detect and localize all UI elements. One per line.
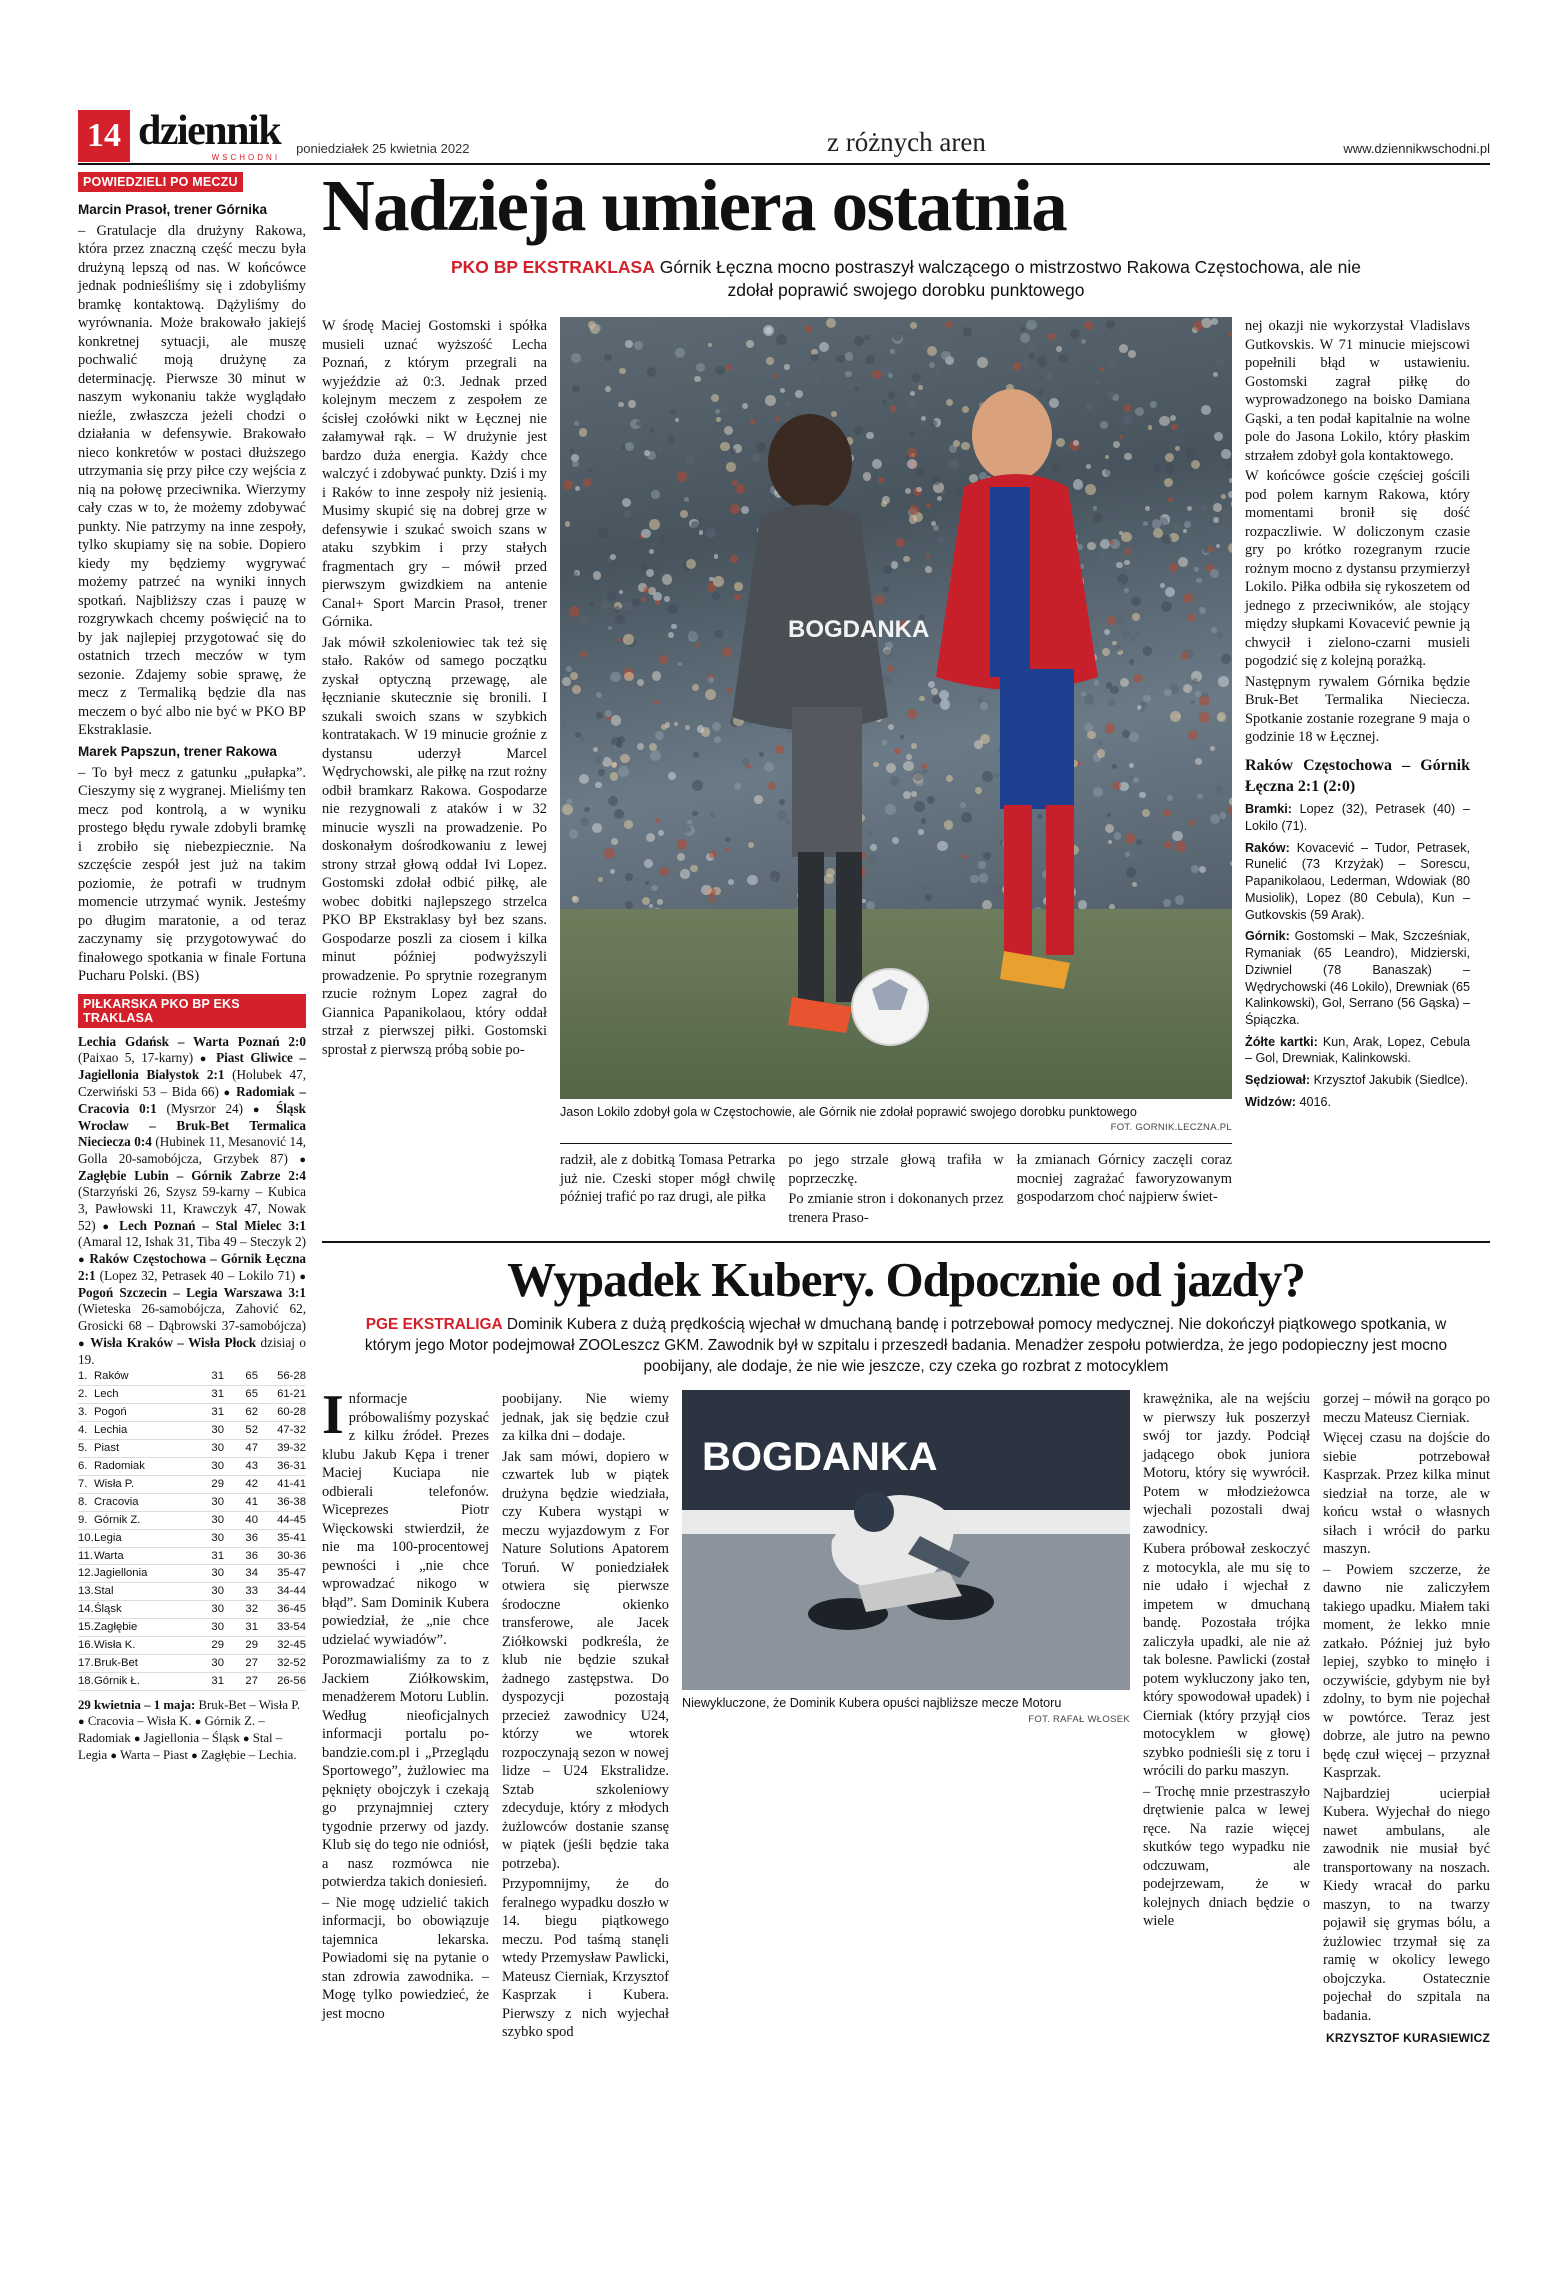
paragraph: Więcej czasu na dojście do siebie potrzebował Kasprzak. Przez kilka minut siedział na torze, ale w końcu wstał o własnych siłach i wrócił do parku maszyn. <box>1323 1430 1490 1558</box>
home-lineup-value: Kovacević – Tudor, Petrasek, Runelić (73 Krzyżak) – Sorescu, Papanikolaou, Lederman, Wdowiak (80 Musiolik), Lopez (80 Cebula), Kun – Gutkovskis (59 Arak). <box>1245 840 1471 922</box>
article-2-column-1 <box>322 1384 489 2046</box>
table-row <box>78 1583 306 1601</box>
home-lineup-label: Raków: <box>1245 840 1290 855</box>
paragraph: ła zmianach Górnicy zaczęli coraz mocniej zagrażać faworyzowanym gospodarzom choć najpierw świet- <box>1016 1152 1232 1206</box>
table-cell: Jagiellonia <box>94 1567 148 1580</box>
article-1-lead <box>441 256 1371 304</box>
table-cell: Pogoń <box>94 1406 127 1418</box>
table-cell: 52 <box>245 1423 258 1436</box>
article-1-column-1 <box>322 317 547 1229</box>
logo <box>138 108 281 162</box>
paragraph: Po zmianie stron i dokonanych przez trenera Praso- <box>788 1191 1004 1226</box>
table-cell: 9. <box>78 1513 88 1526</box>
paragraph: Jak mówił szkoleniowiec tak też się stało. Raków od samego początku zyskał optyczną przewagę, ale łęcznianie skutecznie się bronili. I szukali swoich szans w szybkich kontratakach. W 19 minucie groźnie z dystansu uderzył Marcel Wędrychowski, ale piłkę na rzut rożny odbił bramkarz Rakowa. Gospodarze nie rezygnowali z ataków i w 32 minucie wyszli na prowadzenie. Po doskonałym dośrodkowaniu z lewej strony strzał głową oddał Ivi Lopez. Gostomski zdołał odbić piłkę, ale wobec dobitki najlepszego strzelca PKO BP Ekstraklasy był bez szans. Gospodarze poszli za ciosem i kilka minut później podwyższyli prowadzenie. Po sprytnie rozegranym rzucie rożnym Lopez zagrał do Gianniса Papanikolaou, który oddał strzał z pierwszej piłki. Gostomski sprostał z pierwszą próbą sobie po- <box>322 634 547 1058</box>
article-1-photo <box>560 317 1232 1099</box>
table-cell: 62 <box>245 1406 258 1418</box>
svg-text:BOGDANKA: BOGDANKA <box>702 1435 938 1480</box>
table-cell: 14. <box>78 1603 94 1616</box>
table-cell: 41-41 <box>277 1477 306 1490</box>
article-1-column-4 <box>1017 1151 1232 1229</box>
paragraph: Następnym rywalem Górnika będzie Bruk-Bet Termalika Nieciecza. Spotkanie zostanie rozegrane 9 maja o godzinie 18 w Łęcznej. <box>1245 673 1470 746</box>
article-1-match-stats <box>1245 755 1470 1111</box>
table-row <box>78 1565 306 1583</box>
table-row <box>78 1440 306 1458</box>
table-cell: 65 <box>245 1370 258 1383</box>
article-2-photo-illustration <box>682 1390 1130 1690</box>
article-2-photo-block <box>682 1390 1130 2046</box>
table-cell: 10. <box>78 1531 94 1544</box>
table-cell: 30 <box>211 1567 224 1580</box>
table-cell: 36-31 <box>277 1459 306 1472</box>
article-1-headline: Nadzieja umiera ostatnia <box>322 165 1067 246</box>
table-cell: 30 <box>211 1423 224 1436</box>
table-row <box>78 1601 306 1619</box>
website-url[interactable]: www.dziennikwschodni.pl <box>1343 141 1490 156</box>
table-cell: 65 <box>245 1388 258 1401</box>
paragraph: Kubera próbował zeskoczyć z motocykla, ale mu się to nie udało i wjechał z impetem w dmuchaną bandę. Pozostała trójka zaliczyła upadki, ale nie aż tak bolesne. Pawlicki (został potem wykluczony jako ten, który spowodował upadek) i Cierniak (który przyjął cios motocyklem w głowę) szybko podnieśli się z toru i wrócili do parku maszyn. <box>1143 1541 1310 1780</box>
cards-value: Kun, Arak, Lopez, Cebula – Gol, Drewniak, Kalinkowski. <box>1245 1034 1471 1066</box>
table-cell: 36 <box>245 1531 258 1544</box>
quote-2-heading: Marek Papszun, trener Rakowa <box>78 743 277 759</box>
sidebar-tag-quotes: POWIEDZIELI PO MECZU <box>78 172 243 192</box>
paragraph: Porozmawialiśmy za to z Jackiem Ziółkowskim, menadżerem Motoru Lublin. Według nieoficjalnych informacji portalu po-bandzie.com.pl i „Przeglądu Sportowego”, żużlowiec ma pęknięty obojczyk i czekają go przynajmniej cztery tygodnie przerwy od jazdy. Klub się do tego nie odniósł, a nasz rozmówca nie potwierdza takich doniesień. <box>322 1652 489 1891</box>
paragraph: W końcówce goście częściej gościli pod polem karnym Rakowa, który momentami bronił się dość rozpaczliwie. W doliczonym czasie gry po krótko rozegranym rzucie rożnym mocno z dystansu przymierzył Lokilo. Piłka odbiła się rykoszetem od jednego z przeciwników, ale stojący między słupkami Kovacević pewnie ją chwycił i zielono-czarni musieli pogodzić się z kolejną porażką. <box>1245 468 1470 670</box>
results-list: Lechia Gdańsk – Warta Poznań 2:0 (Paixao 5, 17-karny) ● Piast Gliwice – Jagiellonia Białystok 2:1 (Holubek 47, Czerwiński 53 – Bida 66) ● Radomiak – Cracovia 0:1 (Mysrzor 24) ● Śląsk Wrocław – Bruk-Bet Termalica Nieciecza 0:4 (Hubinek 11, Mesanović 14, Golla 20-samobójcza, Grzybek 87) ● Zagłębie Lubin – Górnik Zabrze 2:4 (Starzyński 26, Szysz 59-karny – Kubica 3, Pawłowski 11, Krawczyk 47, Nowak 52) ● Lech Poznań – Stal Mielec 3:1 (Amaral 12, Ishak 31, Tiba 49 – Steczyk 2) ● Raków Częstochowa – Górnik Łęczna 2:1 (Lopez 32, Petrasek 40 – Lokilo 71) ● Pogoń Szczecin – Legia Warszawa 3:1 (Wieteska 26-samobójcza, Zahović 62, Grosicki 68 – Dąbrowski 37-samobójcza) ● Wisła Kraków – Wisła Płock dzisiaj o 19. <box>78 1033 307 1367</box>
article-2-divider <box>322 1241 1490 1243</box>
away-lineup-value: Gostomski – Mak, Szcześniak, Rymaniak (65 Leandro), Midzierski, Dziwniel (78 Banaszak) – Wędrychowski (46 Lokilo), Drewniak (65 Kalinkowski), Gol, Serrano (56 Gąska) – Śpiączka. <box>1245 929 1470 1027</box>
table-cell: 12. <box>78 1567 94 1580</box>
table-cell: 43 <box>245 1459 258 1472</box>
table-row <box>78 1458 306 1476</box>
match-stats-title: Raków Częstochowa – Górnik Łęczna 2:1 (2:0) <box>1245 756 1470 795</box>
table-cell: 30 <box>211 1603 224 1616</box>
table-cell: 42 <box>245 1477 258 1490</box>
table-cell: Lech <box>94 1388 119 1401</box>
table-cell: 33-54 <box>277 1621 306 1634</box>
main-content <box>322 165 1490 2047</box>
quote-1-body: – Gratulacje dla drużyny Rakowa, która przez znaczną część meczu była drużyną lepszą od nas. W końcówce jednak podnieśliśmy się i zdobyliśmy bramkę kontaktową. Dążyliśmy do wyrównania. Może brakowało jakiejś konkretnej sytuacji, ale muszę pochwalić moją drużynę za determinację. Pierwsze 30 minut w naszym wykonaniu także wyglądało nieźle, zwłaszcza jeżeli chodzi o działania w defensywie. Brakowało nieco konkretów w postaci dłuższego utrzymania się przy piłce czy wejścia z nią na połowę przeciwnika. Wierzymy cały czas w to, że możemy zdobywać punkty. Nie patrzymy na inne zespoły, tylko skupiamy się na sobie. Dopiero kiedy my będziemy wygrywać możemy patrzeć na wyniki innych spotkań. Najbliższy czas i pauzę w rozgrywkach chcemy poświęcić na to by jak najlepiej przygotować się do ostatnich trzech meczów w tym sezonie. Zdajemy sobie sprawę, że mecz z Termaliką będzie dla nas meczem o być albo nie być w PKO BP Ekstraklasie. <box>78 222 306 739</box>
table-cell: 2. <box>78 1388 88 1401</box>
table-cell: 26-56 <box>277 1675 306 1688</box>
logo-subtitle: WSCHODNI <box>211 153 281 162</box>
table-cell: 47-32 <box>277 1423 306 1436</box>
referee-label: Sędziował: <box>1245 1073 1311 1088</box>
table-cell: 34-44 <box>277 1585 306 1598</box>
article-2-headline: Wypadek Kubery. Odpocznie od jazdy? <box>507 1252 1305 1308</box>
issue-date: poniedziałek 25 kwietnia 2022 <box>296 141 470 156</box>
table-cell: Lechia <box>94 1423 128 1436</box>
table-row <box>78 1494 306 1512</box>
table-cell: 1. <box>78 1370 88 1383</box>
table-cell: Wisła P. <box>94 1477 134 1490</box>
article-2-kicker: PGE EKSTRALIGA <box>365 1316 503 1334</box>
table-cell: 4. <box>78 1423 88 1436</box>
table-cell: 35-41 <box>277 1531 306 1544</box>
table-cell: 61-21 <box>277 1388 306 1401</box>
table-cell: 29 <box>245 1639 258 1652</box>
table-cell: Cracovia <box>94 1495 139 1508</box>
table-cell: 29 <box>211 1477 224 1490</box>
paragraph: nej okazji nie wykorzystał Vladislavs Gutkovskis. W 71 minucie miejscowi popełnili błąd w ustawieniu. Gostomski zagrał piłkę do wyprowadzonego na boisko Damiana Gąski, a ten podał kapitalnie na wolne pole do Jasona Lokilo, który płaskim strzałem zdobył gola kontaktowego. <box>1245 318 1470 464</box>
page-number: 14 <box>78 110 130 162</box>
article-2-grid <box>322 1384 1490 2046</box>
table-cell: 44-45 <box>277 1513 306 1526</box>
article-1-column-3 <box>788 1151 1003 1229</box>
table-row <box>78 1422 306 1440</box>
table-cell: 30 <box>211 1657 224 1670</box>
table-cell: 30 <box>211 1441 224 1454</box>
table-cell: 60-28 <box>277 1406 306 1418</box>
table-cell: 30 <box>211 1621 224 1634</box>
table-cell: Górnik Z. <box>94 1513 141 1526</box>
paragraph: – Trochę mnie przestraszyło drętwienie palca w lewej ręce. Na razie więcej skutków tego wypadku nie odczuwam, ale podejrzewam, że w kolejnych dniach będzie o wiele <box>1143 1783 1310 1930</box>
article-1-lower-columns <box>560 1143 1232 1229</box>
table-cell: 8. <box>78 1495 88 1508</box>
table-cell: 34 <box>245 1567 258 1580</box>
table-cell: 41 <box>245 1495 258 1508</box>
logo-wordmark: dziennik <box>138 108 281 155</box>
quote-1-heading: Marcin Prasoł, trener Górnika <box>78 202 268 217</box>
table-cell: 32 <box>245 1603 258 1616</box>
article-2-lead <box>346 1315 1466 1378</box>
article-2-column-4 <box>1323 1390 1490 2046</box>
table-cell: 17. <box>78 1657 94 1670</box>
article-1-lead-text: Górnik Łęczna mocno postraszył walczącego o mistrzostwo Rakowa Częstochowa, ale nie zdołał poprawić swojego dorobku punktowego <box>654 256 1362 301</box>
table-cell: 30-36 <box>277 1549 306 1562</box>
article-2-photo-credit: FOT. RAFAŁ WŁOSEK <box>1028 1713 1130 1725</box>
table-cell: Wisła K. <box>94 1639 136 1652</box>
article-2-lead-text: Dominik Kubera z dużą prędkością wjechał w dmuchaną bandę i potrzebował pomocy medycznej. Nie dokończył piątkowego spotkania, w którym jego Motor podejmował ZOOLeszcz GKM. Zawodnik był w szpitalu i przeszedł badania. Menadżer zespołu potwierdza, że jego podopieczny jest mocno poobijany, ale dodaje, że nie wie jeszcze, czy czeka go rozbrat z motocyklem <box>364 1316 1448 1376</box>
table-cell: Stal <box>94 1585 114 1598</box>
table-row <box>78 1512 306 1530</box>
table-row <box>78 1368 306 1386</box>
attendance-value: 4016. <box>1299 1094 1331 1109</box>
table-row <box>78 1637 306 1655</box>
table-cell: Raków <box>94 1370 129 1383</box>
table-cell: 3. <box>78 1406 88 1418</box>
article-2-column-4-text <box>1323 1390 1490 2025</box>
table-cell: 30 <box>211 1585 224 1598</box>
article-2-byline: KRZYSZTOF KURASIEWICZ <box>1326 2031 1490 2046</box>
goals-value: Lopez (32), Petrasek (40) – Lokilo (71). <box>1245 802 1470 833</box>
article-1-column-5 <box>1245 317 1470 1229</box>
table-cell: 15. <box>78 1621 94 1634</box>
table-cell: 31 <box>211 1675 224 1688</box>
table-cell: 31 <box>245 1621 258 1634</box>
article-1-grid <box>322 317 1490 1229</box>
paragraph: – Powiem szczerze, że dawno nie zaliczyłem takiego upadku. Miałem taki moment, że lekko mnie zatkało. Później już było lepiej, szybko to minęło i oczywiście, gdybym nie był zdolny, to bym nie pojechał w powtórce. Teraz jest dobrze, ale jutro na pewno będę czuł więcej – przyznał Kasprzak. <box>1323 1561 1490 1782</box>
table-row <box>78 1619 306 1637</box>
table-cell: 7. <box>78 1477 88 1490</box>
table-cell: 36 <box>245 1549 258 1562</box>
table-cell: 30 <box>211 1513 224 1526</box>
table-row <box>78 1655 306 1673</box>
table-row <box>78 1404 306 1422</box>
table-cell: 31 <box>211 1406 224 1418</box>
paragraph: radził, ale z dobitką Tomasa Petrarka już nie. Czeski stoper mógł chwilę później trafić po raz drugi, ale piłka <box>560 1152 776 1206</box>
article-2-column-2 <box>502 1390 669 2046</box>
table-cell: 32-52 <box>277 1657 306 1670</box>
attendance-label: Widzów: <box>1245 1094 1296 1109</box>
table-cell: 31 <box>211 1549 224 1562</box>
section-title: z różnych aren <box>826 127 986 157</box>
article-2-photo-caption: Niewykluczone, że Dominik Kubera opuści najbliższe mecze Motoru <box>682 1696 1062 1711</box>
sidebar-tag-results: PIŁKARSKA PKO BP EKS TRAKLASA <box>78 994 306 1028</box>
table-cell: Piast <box>94 1441 120 1454</box>
table-cell: 16. <box>78 1639 94 1652</box>
table-cell: Śląsk <box>94 1603 122 1616</box>
goals-label: Bramki: <box>1245 802 1292 817</box>
table-cell: 18. <box>78 1675 94 1688</box>
table-cell: 27 <box>245 1675 258 1688</box>
table-cell: 30 <box>211 1531 224 1544</box>
table-row <box>78 1673 306 1691</box>
table-cell: 36-45 <box>277 1603 306 1616</box>
table-cell: Zagłębie <box>94 1621 138 1634</box>
paragraph: krawężnika, ale na wejściu w pierwszy łuk poszerzył swój tor jazdy. Podciął jadącego obok juniora Motoru, który się wywrócił. Potem w młodzieżowca wjechali pozostali dwaj zawodnicy. <box>1143 1391 1310 1537</box>
article-1-photo-caption: Jason Lokilo zdobył gola w Częstochowie, ale Górnik nie zdołał poprawić swojego dorobku punktowego <box>560 1105 1137 1120</box>
paragraph: Najbardziej ucierpiał Kubera. Wyjechał do niego nawet ambulans, ale zawodnik nie musiał być transportowany na noszach. Kiedy wracał do parku maszyn, to na twarzy pojawił się grymas bólu, a żużlowiec trzymał się za ramię w okolicy lewego obojczyka. Ostatecznie pojechał do szpitala na badania. <box>1323 1785 1490 2024</box>
paragraph: poobijany. Nie wiemy jednak, jak się będzie czuł za kilka dni – dodaje. <box>502 1391 669 1445</box>
table-cell: 33 <box>245 1585 258 1598</box>
table-row <box>78 1386 306 1404</box>
table-cell: 32-45 <box>277 1639 306 1652</box>
paragraph: – Nie mogę udzielić takich informacji, bo obowiązuje tajemnica lekarska. Powiadomi się na pytanie o stan zdrowia zawodnika. – Mogę tylko powiedzieć, że jest mocno <box>322 1894 489 2022</box>
cards-label: Żółte kartki: <box>1245 1034 1318 1049</box>
article-1-column-2 <box>560 1151 775 1229</box>
table-cell: 36-38 <box>277 1495 306 1508</box>
sidebar <box>78 172 306 1764</box>
table-cell: 11. <box>78 1549 93 1562</box>
photo-players-illustration <box>560 317 1232 1099</box>
table-cell: Warta <box>94 1549 124 1562</box>
table-cell: 35-47 <box>277 1567 306 1580</box>
article-1-photo-block <box>560 317 1232 1229</box>
paragraph: po jego strzale głową trafiła w poprzeczkę. <box>788 1152 1004 1187</box>
upcoming-fixtures: 29 kwietnia – 1 maja: Bruk-Bet – Wisła P. ● Cracovia – Wisła K. ● Górnik Z. – Radomiak ● Jagiellonia – Śląsk ● Stal – Legia ● Warta – Piast ● Zagłębie – Lechia. <box>78 1698 301 1763</box>
quote-2-body: – To był mecz z gatunku „pułapka”. Cieszymy się z wygranej. Mieliśmy ten mecz pod kontrolą, a w wyniku prostego błędu rywale zdobyli bramkę i zrobiło się niebezpiecznie. Na szczęście zespół jest już na takim poziomie, że potrafi w trudnym momencie utrzymać wynik. Jesteśmy po długim maratonie, a od teraz zaczynamy się przygotowywać do finałowego spotkania w finale Fortuna Pucharu Polski. (BS) <box>78 764 306 985</box>
table-cell: Radomiak <box>94 1459 145 1472</box>
masthead <box>78 100 1490 162</box>
table-row <box>78 1476 306 1494</box>
table-cell: 29 <box>211 1639 224 1652</box>
svg-text:BOGDANKA: BOGDANKA <box>788 616 930 644</box>
table-cell: 6. <box>78 1459 88 1472</box>
article-1-column-5-text <box>1245 317 1470 747</box>
table-cell: 13. <box>78 1585 94 1598</box>
article-1-kicker: PKO BP EKSTRAKLASA <box>450 256 655 277</box>
table-cell: 39-32 <box>277 1441 306 1454</box>
table-row <box>78 1530 306 1548</box>
paragraph: Informacje próbowaliśmy pozyskać z kilku źródeł. Prezes klubu Jakub Kępa i trener Maciej Kuciapa nie odbierali telefonów. Wiceprezes Piotr Więckowski stwierdził, że nie ma 100-procentowej pewności i „nie chce wprowadzać nikogo w błąd”. Sam Dominik Kubera powiedział, że „nie chce udzielać wywiadów”. <box>322 1384 489 1648</box>
referee-value: Krzysztof Jakubik (Siedlce). <box>1313 1073 1469 1088</box>
article-1-photo-credit: FOT. GORNIK.LECZNA.PL <box>1110 1122 1232 1134</box>
table-cell: 27 <box>245 1657 258 1670</box>
table-cell: Legia <box>94 1531 122 1544</box>
paragraph: Jak sam mówi, dopiero w czwartek lub w piątek drużyna będzie wiedziała, czy Kubera wystąpi w meczu wyjazdowym z For Nature Solutions Apatorem Toruń. W poniedziałek otwiera się pierwsze środoczne okienko transferowe, ale Jacek Ziółkowski podkreśla, że klub nie będzie szukał żadnego zastępstwa. Do dyspozycji pozostają przecież zawodnicy U24, którzy we wtorek rozpoczynają sezon w nowej lidze – U24 Ekstralidze. Sztab szkoleniowy zdecyduje, który z młodych żużlowców dostanie szansę w piątek (jeśli będzie taka potrzeba). <box>502 1448 669 1872</box>
table-cell: 31 <box>211 1388 224 1401</box>
table-cell: 40 <box>245 1513 258 1526</box>
paragraph: Przypomnijmy, że do feralnego wypadku doszło w 14. biegu piątkowego meczu. Pod taśmą stanęli wtedy Przemysław Pawlicki, Mateusz Cierniak, Krzysztof Kasprzak i Kubera. Pierwszy z nich wyjechał szybko spod <box>502 1876 669 2041</box>
table-row <box>78 1548 306 1566</box>
paragraph: gorzej – mówił na gorąco po meczu Mateusz Cierniak. <box>1323 1391 1490 1426</box>
away-lineup-label: Górnik: <box>1245 929 1290 944</box>
table-cell: Bruk-Bet <box>94 1657 138 1670</box>
article-2-photo <box>682 1390 1130 1690</box>
table-cell: 47 <box>245 1441 258 1454</box>
table-cell: 31 <box>211 1370 224 1383</box>
table-cell: 30 <box>211 1495 224 1508</box>
league-table <box>78 1368 306 1691</box>
table-cell: Górnik Ł. <box>94 1675 140 1688</box>
paragraph: W środę Maciej Gostomski i spółka musieli uznać wyższość Lecha Poznań, z którym przegrali na wyjeździe aż 0:3. Jednak przed kolejnym meczem z zespołem ze ścisłej czołówki nikt w Łęcznej nie załamywał rąk. – W drużynie jest bardzo duża energia. Każdy chce walczyć i zdobywać punkty. Dziś i my i Raków to inne zespoły niż jesienią. Musimy skupić się na dobrej grze w defensywie i szukać swoich szans w ataku szybkim i przy stałych fragmentach gry – mówił przed pierwszym gwizdkiem na antenie Canal+ Sport Marcin Prasoł, trener Górnika. <box>322 318 547 631</box>
table-cell: 5. <box>78 1441 88 1454</box>
table-cell: 56-28 <box>277 1370 306 1383</box>
article-2-column-3 <box>1143 1390 1310 2046</box>
table-cell: 30 <box>211 1459 224 1472</box>
